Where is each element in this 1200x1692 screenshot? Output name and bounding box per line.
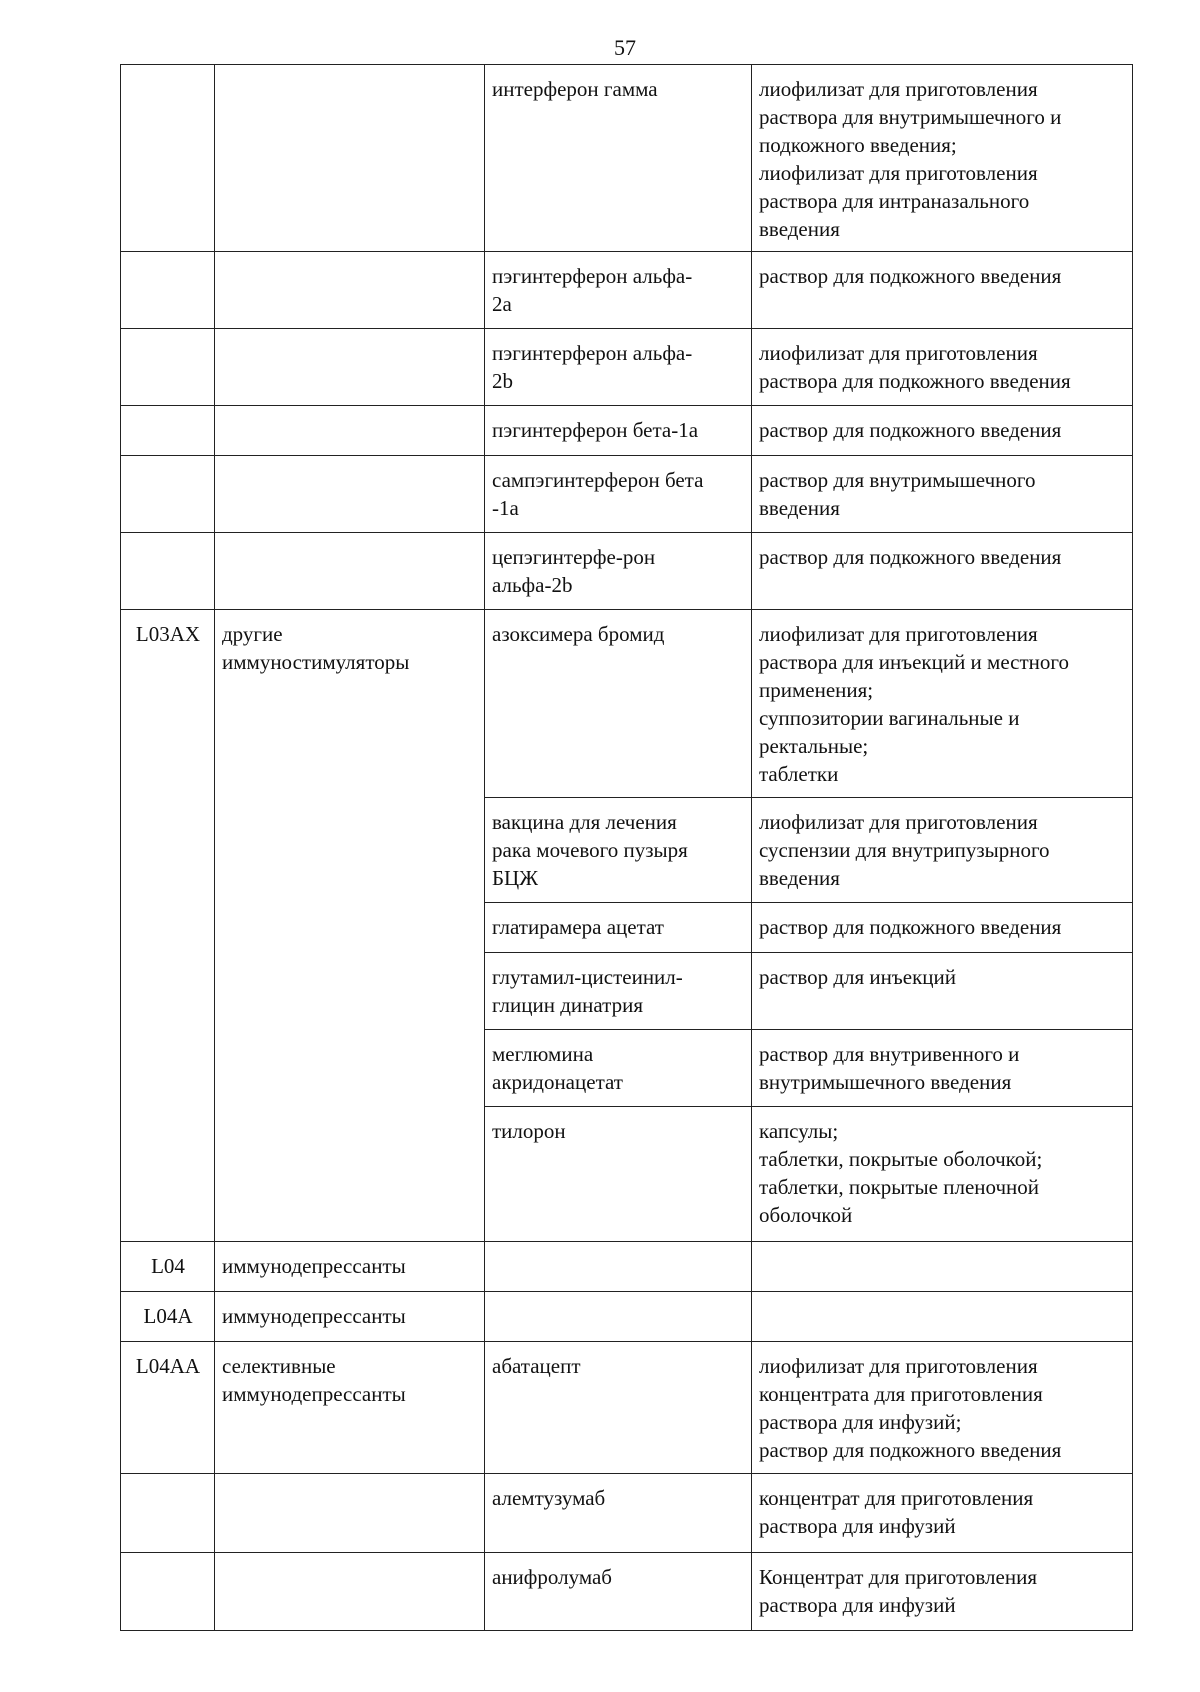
group-cell: другие иммуностимуляторы — [215, 610, 485, 1242]
drug-name-cell: пэгинтерферон альфа- 2b — [485, 329, 752, 406]
atc-code-cell — [121, 329, 215, 406]
drug-name-cell: алемтузумаб — [485, 1474, 752, 1553]
table-row — [121, 406, 1133, 456]
drug-name-cell — [485, 1292, 752, 1342]
atc-code-cell — [121, 406, 215, 456]
dosage-form-cell: Концентрат для приготовления раствора для инфузий — [752, 1553, 1133, 1631]
atc-code-cell: L04 — [121, 1242, 215, 1292]
table-row — [121, 1292, 1133, 1342]
group-cell: иммунодепрессанты — [215, 1292, 485, 1342]
atc-code-cell: L04A — [121, 1292, 215, 1342]
group-cell — [215, 1553, 485, 1631]
dosage-form-cell — [752, 1292, 1133, 1342]
drug-name-cell: пэгинтерферон альфа- 2a — [485, 252, 752, 329]
group-cell — [215, 456, 485, 533]
drug-name-cell: анифролумаб — [485, 1553, 752, 1631]
group-cell: иммунодепрессанты — [215, 1242, 485, 1292]
dosage-form-cell: лиофилизат для приготовления суспензии для внутрипузырного введения — [752, 798, 1133, 903]
page-number: 57 — [614, 35, 636, 60]
group-cell: селективные иммунодепрессанты — [215, 1342, 485, 1474]
drug-name-cell: тилорон — [485, 1107, 752, 1242]
atc-code-cell: L04AA — [121, 1342, 215, 1474]
table-row — [121, 1342, 1133, 1474]
dosage-form-cell: лиофилизат для приготовления раствора для внутримышечного и подкожного введения; лиофилизат для приготовления раствора для интраназального введения — [752, 65, 1133, 252]
atc-code-cell — [121, 65, 215, 252]
group-cell — [215, 533, 485, 610]
dosage-form-cell: раствор для подкожного введения — [752, 406, 1133, 456]
table-row — [121, 1553, 1133, 1631]
atc-code-cell: L03AX — [121, 610, 215, 1242]
drug-name-cell: азоксимера бромид — [485, 610, 752, 798]
atc-code-cell — [121, 1553, 215, 1631]
drug-name-cell: глатирамера ацетат — [485, 903, 752, 953]
drug-name-cell: меглюмина акридонацетат — [485, 1030, 752, 1107]
drug-table — [120, 64, 1133, 1631]
table-row — [121, 1242, 1133, 1292]
drug-name-cell: сампэгинтерферон бета -1a — [485, 456, 752, 533]
dosage-form-cell: раствор для подкожного введения — [752, 533, 1133, 610]
atc-code-cell — [121, 252, 215, 329]
group-cell — [215, 329, 485, 406]
dosage-form-cell: раствор для инъекций — [752, 953, 1133, 1030]
dosage-form-cell: раствор для подкожного введения — [752, 903, 1133, 953]
drug-name-cell: вакцина для лечения рака мочевого пузыря БЦЖ — [485, 798, 752, 903]
table-row — [121, 65, 1133, 252]
table-row — [121, 329, 1133, 406]
drug-name-cell: пэгинтерферон бета-1a — [485, 406, 752, 456]
group-cell — [215, 252, 485, 329]
dosage-form-cell: лиофилизат для приготовления раствора для инъекций и местного применения; суппозитории вагинальные и ректальные; таблетки — [752, 610, 1133, 798]
atc-code-cell — [121, 1474, 215, 1553]
drug-name-cell: цепэгинтерфе-рон альфа-2b — [485, 533, 752, 610]
group-cell — [215, 406, 485, 456]
dosage-form-cell: раствор для внутривенного и внутримышечного введения — [752, 1030, 1133, 1107]
group-cell — [215, 1474, 485, 1553]
table-row — [121, 456, 1133, 533]
atc-code-cell — [121, 456, 215, 533]
dosage-form-cell: концентрат для приготовления раствора для инфузий — [752, 1474, 1133, 1553]
table-row — [121, 610, 1133, 798]
drug-name-cell: интерферон гамма — [485, 65, 752, 252]
dosage-form-cell: лиофилизат для приготовления концентрата для приготовления раствора для инфузий; раствор для подкожного введения — [752, 1342, 1133, 1474]
dosage-form-cell: раствор для внутримышечного введения — [752, 456, 1133, 533]
table-row — [121, 533, 1133, 610]
drug-name-cell: абатацепт — [485, 1342, 752, 1474]
drug-name-cell: глутамил-цистеинил- глицин динатрия — [485, 953, 752, 1030]
atc-code-cell — [121, 533, 215, 610]
dosage-form-cell: лиофилизат для приготовления раствора для подкожного введения — [752, 329, 1133, 406]
table-row — [121, 252, 1133, 329]
dosage-form-cell: раствор для подкожного введения — [752, 252, 1133, 329]
table-row — [121, 1474, 1133, 1553]
drug-name-cell — [485, 1242, 752, 1292]
dosage-form-cell — [752, 1242, 1133, 1292]
group-cell — [215, 65, 485, 252]
dosage-form-cell: капсулы; таблетки, покрытые оболочкой; таблетки, покрытые пленочной оболочкой — [752, 1107, 1133, 1242]
